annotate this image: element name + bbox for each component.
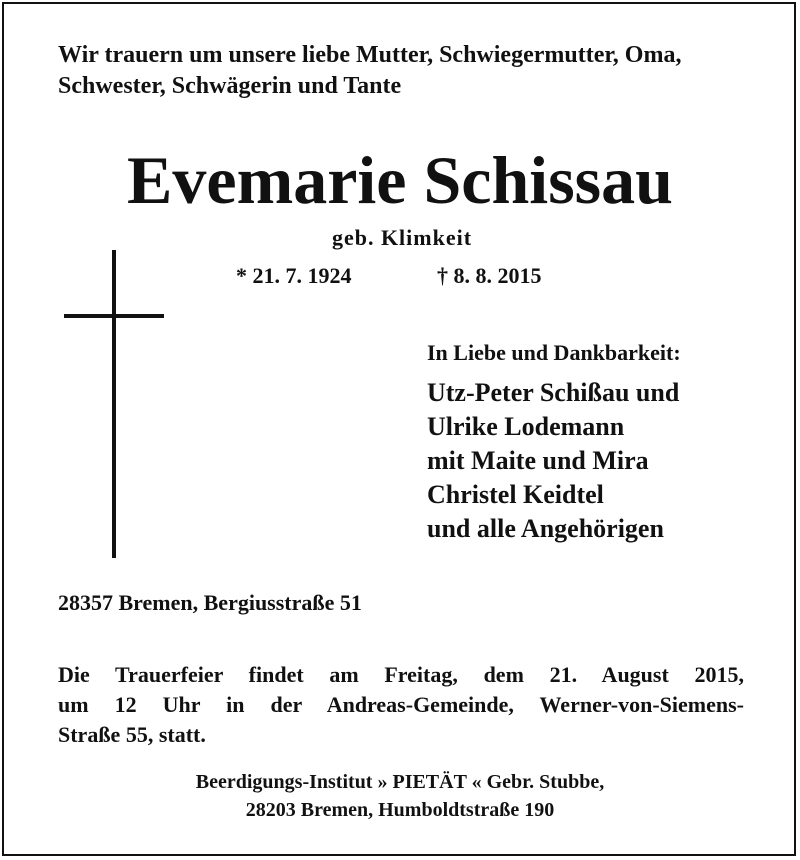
cross-icon: [64, 250, 164, 560]
ceremony-line: Die Trauerfeier findet am Freitag, dem 21. August 2015,: [58, 662, 744, 687]
mourners-list: [427, 376, 679, 546]
ceremony-text: [58, 660, 744, 750]
intro-line: Wir trauern um unsere liebe Mutter, Schwiegermutter, Oma,: [58, 42, 682, 68]
deceased-name: Evemarie Schissau: [127, 142, 673, 218]
cross-vertical-bar: [112, 250, 116, 558]
funeral-home: [0, 768, 800, 824]
maiden-name: geb. Klimkeit: [331, 225, 473, 250]
mourner-line: und alle Angehörigen: [427, 514, 664, 543]
funeral-home-line: Beerdigungs-Institut » PIETÄT « Gebr. Stubbe,: [195, 771, 605, 793]
birth-date: * 21. 7. 1924: [236, 263, 352, 288]
intro-text: [58, 40, 758, 102]
cross-horizontal-bar: [64, 314, 164, 318]
funeral-home-line: 28203 Bremen, Humboldtstraße 190: [245, 799, 555, 821]
ceremony-line: Straße 55, statt.: [58, 722, 206, 747]
mourner-line: Ulrike Lodemann: [427, 412, 625, 441]
intro-line: Schwester, Schwägerin und Tante: [58, 73, 402, 99]
thanks-heading: In Liebe und Dankbarkeit:: [427, 340, 681, 365]
mourner-line: Christel Keidtel: [427, 480, 604, 509]
mourner-line: Utz-Peter Schißau und: [427, 378, 680, 407]
ceremony-line: um 12 Uhr in der Andreas-Gemeinde, Werner-von-Siemens-: [58, 692, 744, 717]
family-address: 28357 Bremen, Bergiusstraße 51: [58, 590, 362, 615]
death-date: † 8. 8. 2015: [437, 263, 542, 288]
mourner-line: mit Maite und Mira: [427, 446, 649, 475]
